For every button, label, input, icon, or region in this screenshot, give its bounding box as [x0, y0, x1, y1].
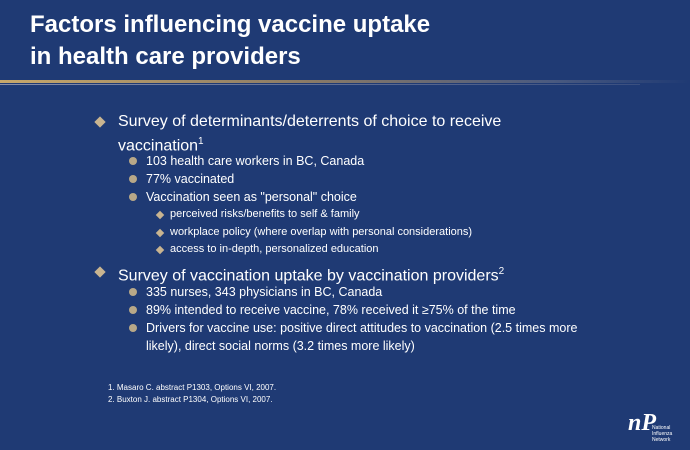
network-logo-icon: [628, 410, 680, 444]
references: [108, 382, 276, 406]
round-bullet-icon: [129, 324, 137, 332]
round-bullet-icon: [129, 288, 137, 296]
reference-2: 2. Buxton J. abstract P1304, Options VI, 2007.: [108, 395, 273, 404]
title-line-1: Factors influencing vaccine uptake: [30, 11, 431, 38]
round-bullet-icon: [129, 306, 137, 314]
round-bullet-icon: [129, 193, 137, 201]
survey-1-text: Survey of determinants/deterrents of choice to receive vaccination: [118, 113, 502, 155]
survey-1-heading: [118, 112, 588, 156]
survey-1-subpoint-3: access to in-depth, personalized education: [170, 243, 379, 255]
title-divider-thin: [0, 84, 640, 85]
diamond-bullet-icon: [156, 246, 164, 254]
footnote-marker-2: 2: [498, 266, 505, 277]
footnote-marker-1: 1: [198, 136, 204, 147]
survey-1-point-1: 103 health care workers in BC, Canada: [146, 154, 365, 168]
survey-1-point-2: 77% vaccinated: [146, 172, 235, 186]
survey-2-text: Survey of vaccination uptake by vaccination providers: [118, 267, 499, 285]
round-bullet-icon: [129, 175, 137, 183]
diamond-bullet-icon: [156, 211, 164, 219]
slide-title: [30, 9, 430, 73]
logo-mark: nP: [628, 410, 657, 436]
title-line-2: in health care providers: [30, 43, 301, 70]
survey-1-subpoint-2: workplace policy (where overlap with personal considerations): [170, 226, 473, 238]
logo-word-2: Influenza: [652, 431, 673, 437]
round-bullet-icon: [129, 157, 137, 165]
survey-1-point-3: Vaccination seen as "personal" choice: [146, 190, 357, 204]
logo-word-3: Network: [652, 437, 671, 443]
title-divider: [0, 80, 690, 83]
survey-2-point-3: Drivers for vaccine use: positive direct attitudes to vaccination (2.5 times more likely), direct social norms (3.2 times more likely): [146, 321, 578, 353]
reference-1: 1. Masaro C. abstract P1303, Options VI, 2007.: [108, 383, 277, 392]
survey-2-point-1: 335 nurses, 343 physicians in BC, Canada: [146, 285, 383, 299]
diamond-bullet-icon: [94, 116, 105, 127]
diamond-bullet-icon: [94, 266, 105, 277]
survey-2-point-2: 89% intended to receive vaccine, 78% received it ≥75% of the time: [146, 303, 516, 317]
diamond-bullet-icon: [156, 229, 164, 237]
survey-1-subpoint-1: perceived risks/benefits to self & family: [170, 208, 360, 220]
logo-word-1: National: [652, 425, 671, 431]
